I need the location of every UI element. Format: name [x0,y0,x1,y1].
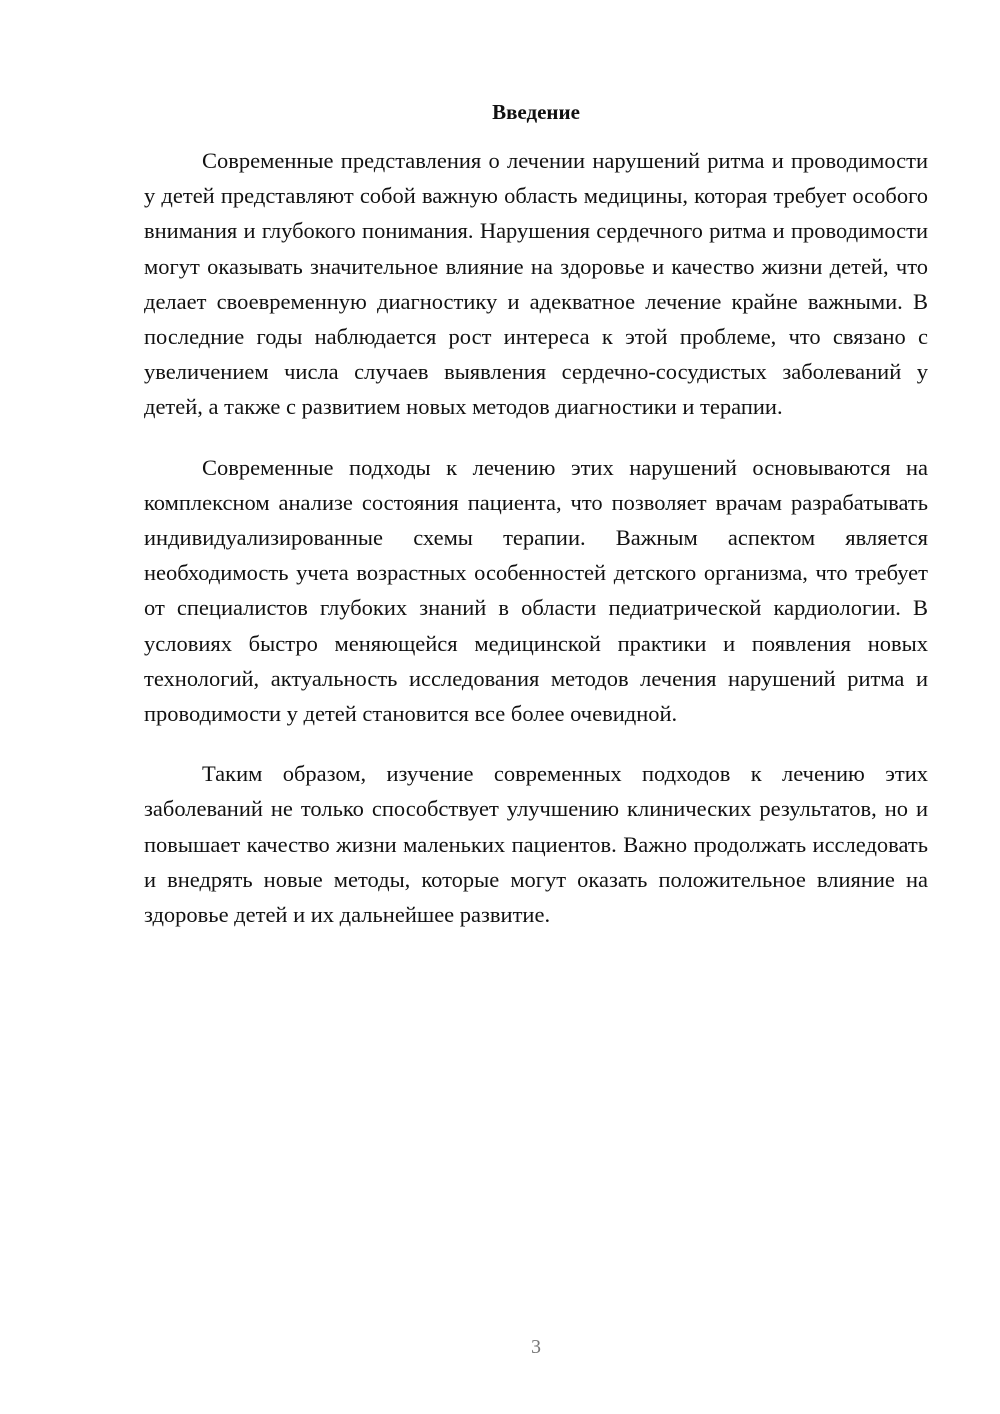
page-number: 3 [531,1336,541,1358]
paragraph-1: Современные представления о лечении нарушений ритма и проводимости у детей представляют собой важную область медицины, которая требует особого внимания и глубокого понимания. Нарушения сердечного ритма и проводимости могут оказывать значительное влияние на здоровье и качество жизни детей, что делает своевременную диагностику и адекватное лечение крайне важными. В последние годы наблюдается рост интереса к этой проблеме, что связано с увеличением числа случаев выявления сердечно-сосудистых заболеваний у детей, а также с развитием новых методов диагностики и терапии. [144,148,928,420]
body-text [144,143,928,957]
paragraph-3: Таким образом, изучение современных подходов к лечению этих заболеваний не только способствует улучшению клинических результатов, но и повышает качество жизни маленьких пациентов. Важно продолжать исследовать и внедрять новые методы, которые могут оказать положительное влияние на здоровье детей и их дальнейшее развитие. [144,761,928,928]
section-title: Введение [492,100,580,124]
paragraph-2: Современные подходы к лечению этих нарушений основываются на комплексном анализе состояния пациента, что позволяет врачам разрабатывать индивидуализированные схемы терапии. Важным аспектом является необходимость учета возрастных особенностей детского организма, что требует от специалистов глубоких знаний в области педиатрической кардиологии. В условиях быстро меняющейся медицинской практики и появления новых технологий, актуальность исследования методов лечения нарушений ритма и проводимости у детей становится все более очевидной. [144,454,928,727]
